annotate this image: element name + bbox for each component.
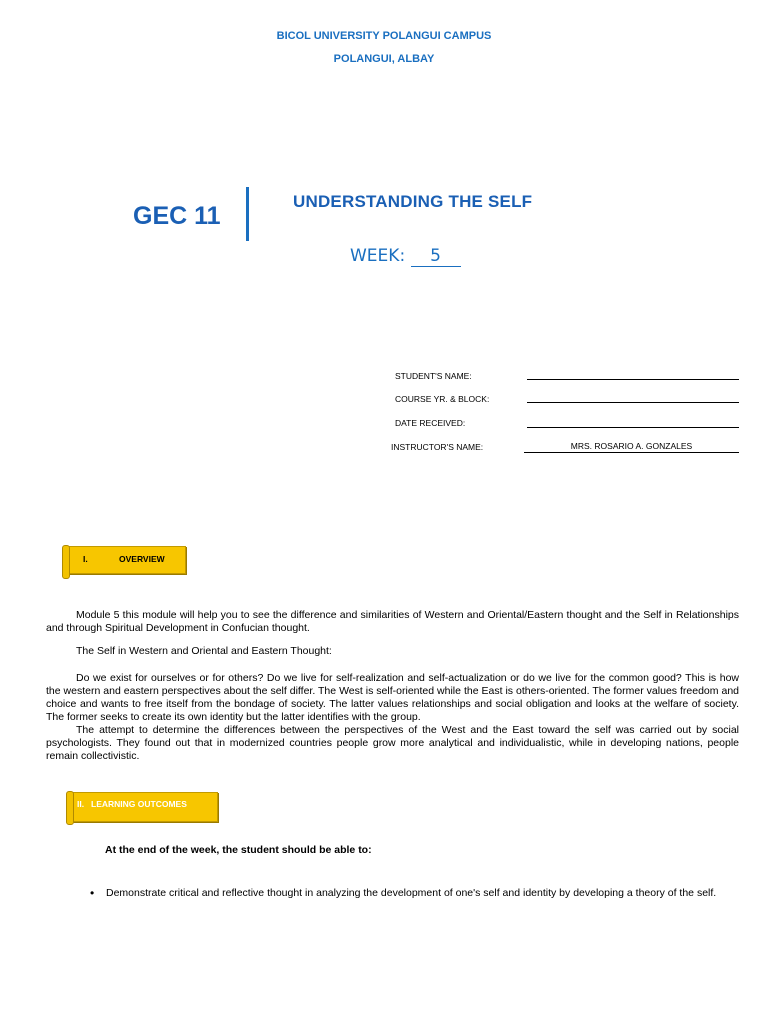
university-name: BICOL UNIVERSITY POLANGUI CAMPUS — [276, 30, 492, 42]
course-block-field[interactable] — [527, 402, 739, 403]
date-received-label: DATE RECEIVED: — [395, 418, 466, 428]
outcomes-number: II. — [77, 799, 85, 809]
overview-paragraph-1: Do we exist for ourselves or for others? Do we live for self-realization and self-actualization or do we live for the common good? This is how the western and eastern perspectives about the self differ. The West is self-oriented while the East is others-oriented. The former values freedom and choice and wants to free itself from the bondage of society. The latter values relationships and social obligation and looks at the welfare of society. The former seeks to create its own identity but the latter identifies with the group. — [46, 672, 739, 723]
week-value: 5 — [411, 246, 461, 267]
overview-title: OVERVIEW — [119, 554, 165, 564]
instructor-name-field: MRS. ROSARIO A. GONZALES — [524, 441, 739, 453]
student-name-label: STUDENT'S NAME: — [395, 371, 472, 381]
week-label: WEEK: — [350, 246, 406, 266]
title-divider — [246, 187, 249, 241]
student-name-field[interactable] — [527, 379, 739, 380]
course-code: GEC 11 — [133, 202, 221, 230]
overview-banner — [66, 546, 186, 574]
date-received-field[interactable] — [527, 427, 739, 428]
learning-outcomes-banner — [70, 792, 218, 822]
overview-paragraph-2: The attempt to determine the differences between the perspectives of the West and the East toward the self was carried out by social psychologists. They found out that in modernized countries people grow more analytical and individualistic, while in developing nations, people remain collectivistic. — [46, 724, 739, 762]
module-intro: Module 5 this module will help you to see the difference and similarities of Western and Oriental/Eastern thought and the Self in Relationships and through Spiritual Development in Confucian thought. — [46, 609, 739, 634]
list-item: • Demonstrate critical and reflective thought in analyzing the development of one's self and identity by developing a theory of the self. — [90, 885, 740, 901]
outcomes-list — [90, 885, 740, 901]
instructor-name-label: INSTRUCTOR'S NAME: — [391, 442, 484, 452]
university-location: POLANGUI, ALBAY — [333, 53, 435, 65]
course-title: UNDERSTANDING THE SELF — [293, 192, 533, 211]
overview-number: I. — [83, 554, 88, 564]
course-block-label: COURSE YR. & BLOCK: — [395, 394, 490, 404]
overview-subheading: The Self in Western and Oriental and Eastern Thought: — [76, 645, 332, 657]
week-indicator — [350, 246, 461, 267]
outcomes-title: LEARNING OUTCOMES — [91, 799, 187, 809]
outcomes-lead: At the end of the week, the student should be able to: — [105, 844, 372, 856]
